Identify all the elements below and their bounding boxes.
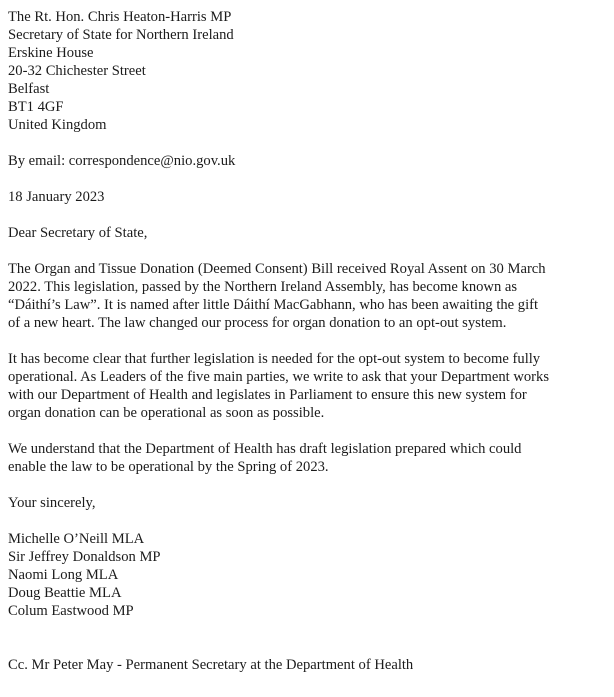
address-country: United Kingdom — [8, 117, 107, 133]
closing: Your sincerely, — [8, 495, 96, 511]
signatory: Doug Beattie MLA — [8, 585, 122, 601]
signatory: Sir Jeffrey Donaldson MP — [8, 549, 161, 565]
paragraph-line: with our Department of Health and legislates in Parliament to ensure this new system for — [8, 387, 527, 403]
signatory: Naomi Long MLA — [8, 567, 119, 583]
paragraph-line: operational. As Leaders of the five main parties, we write to ask that your Department works — [8, 369, 550, 385]
signatory: Michelle O’Neill MLA — [8, 531, 145, 547]
paragraph-line: “Dáithí’s Law”. It is named after little Dáithí MacGabhann, who has been awaiting the gift — [8, 297, 539, 313]
paragraph-draft-legislation — [8, 440, 606, 476]
signatories — [8, 530, 606, 620]
signatory: Colum Eastwood MP — [8, 603, 134, 619]
paragraph-line: of a new heart. The law changed our process for organ donation to an opt-out system. — [8, 315, 507, 331]
paragraph-line: 2022. This legislation, passed by the Northern Ireland Assembly, has become known as — [8, 279, 518, 295]
recipient-name: The Rt. Hon. Chris Heaton-Harris MP — [8, 9, 232, 25]
address-postcode: BT1 4GF — [8, 99, 64, 115]
salutation: Dear Secretary of State, — [8, 225, 148, 241]
recipient-title: Secretary of State for Northern Ireland — [8, 27, 234, 43]
paragraph-line: enable the law to be operational by the Spring of 2023. — [8, 459, 329, 475]
paragraph-line: It has become clear that further legislation is needed for the opt-out system to become fully — [8, 351, 541, 367]
address-building: Erskine House — [8, 45, 94, 61]
recipient-address — [8, 8, 606, 134]
letter — [8, 8, 606, 674]
paragraph-line: We understand that the Department of Health has draft legislation prepared which could — [8, 441, 522, 457]
paragraph-request — [8, 350, 606, 422]
paragraph-royal-assent — [8, 260, 606, 332]
paragraph-line: organ donation can be operational as soon as possible. — [8, 405, 325, 421]
paragraph-line: The Organ and Tissue Donation (Deemed Consent) Bill received Royal Assent on 30 March — [8, 261, 546, 277]
cc-line: Cc. Mr Peter May - Permanent Secretary at the Department of Health — [8, 657, 414, 673]
email-line: By email: correspondence@nio.gov.uk — [8, 153, 236, 169]
letter-date: 18 January 2023 — [8, 189, 105, 205]
address-city: Belfast — [8, 81, 50, 97]
address-street: 20-32 Chichester Street — [8, 63, 146, 79]
